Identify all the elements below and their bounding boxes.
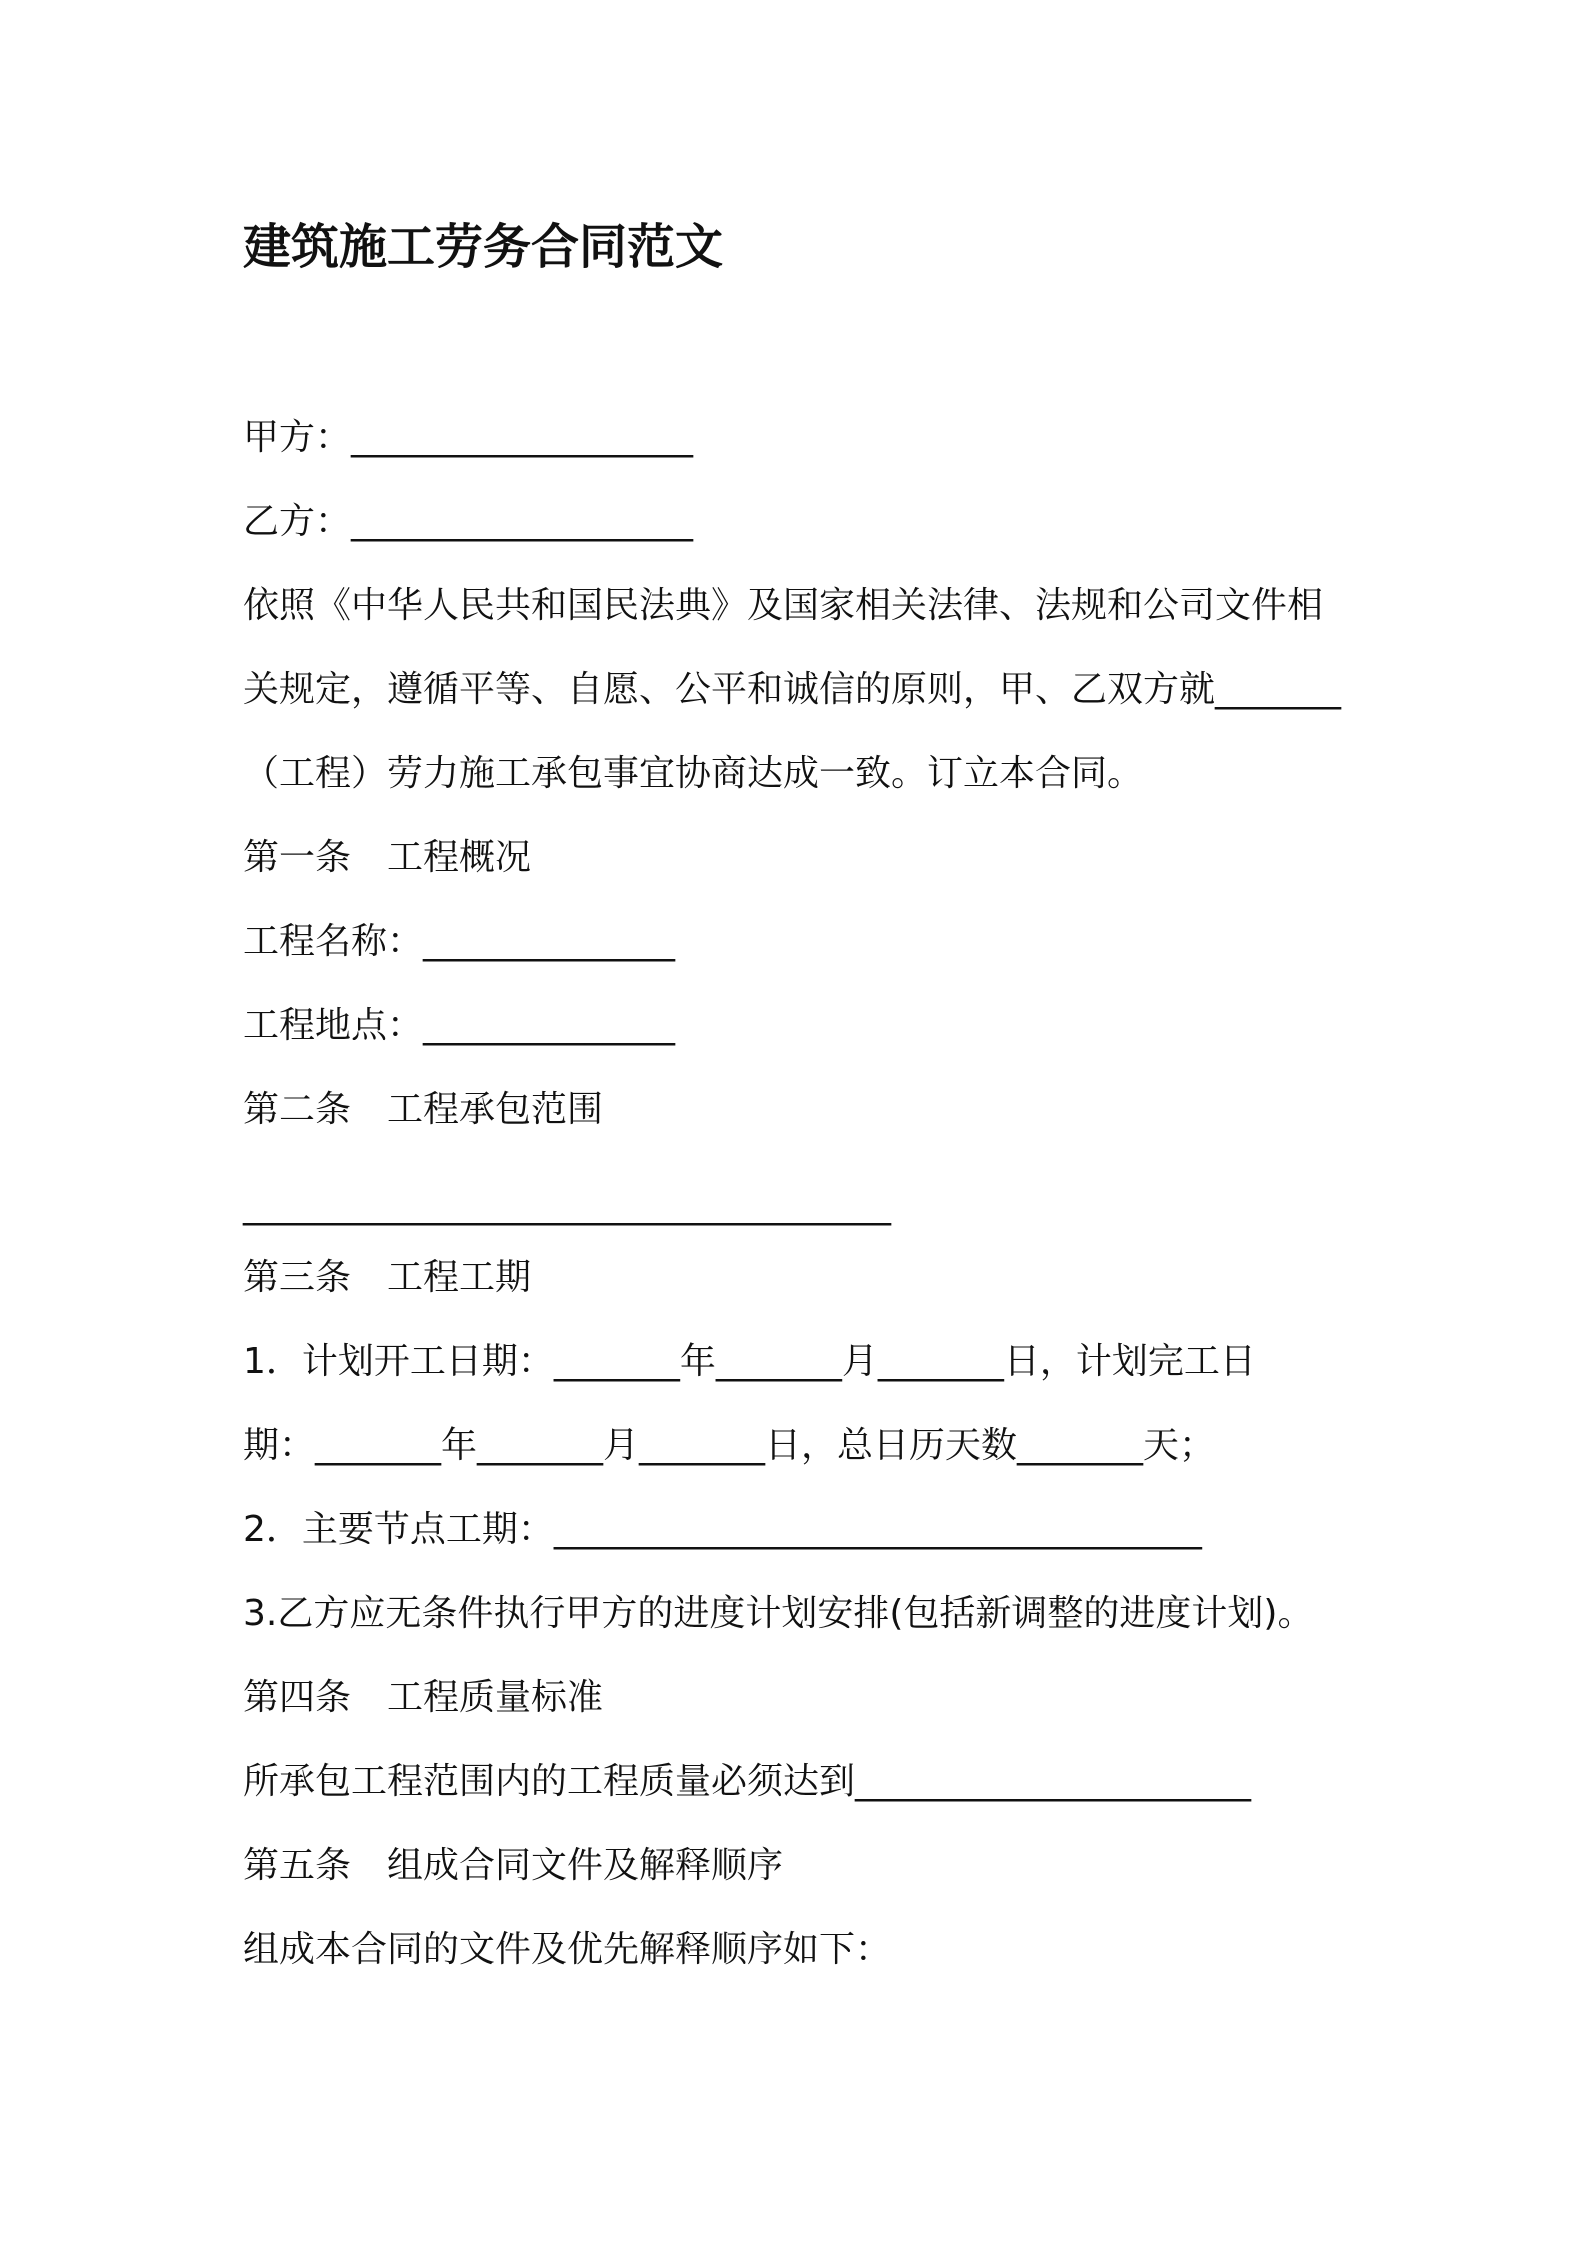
preamble-line-2: 关规定，遵循平等、自愿、公平和诚信的原则，甲、乙双方就_______ xyxy=(243,669,1342,710)
documents-order-line: 组成本合同的文件及优先解释顺序如下： xyxy=(243,1929,892,1970)
schedule-line-1: 1．计划开工日期：_______年_______月_______日，计划完工日 xyxy=(243,1341,1256,1382)
preamble-line-1: 依照《中华人民共和国民法典》及国家相关法律、法规和公司文件相 xyxy=(243,585,1324,626)
preamble-line-3: （工程）劳力施工承包事宜协商达成一致。订立本合同。 xyxy=(243,753,1144,794)
scope-blank-line: ____________________________________ xyxy=(243,1185,891,1226)
milestone-line: 2．主要节点工期：____________________________________ xyxy=(243,1509,1202,1550)
document-title: 建筑施工劳务合同范文 xyxy=(243,219,724,275)
party-b-line: 乙方：___________________ xyxy=(243,501,694,542)
quality-line: 所承包工程范围内的工程质量必须达到______________________ xyxy=(243,1761,1252,1802)
article-2-heading: 第二条 工程承包范围 xyxy=(243,1089,604,1130)
project-location-line: 工程地点：______________ xyxy=(243,1005,676,1046)
party-a-line: 甲方：___________________ xyxy=(243,417,694,458)
progress-plan-line: 3.乙方应无条件执行甲方的进度计划安排(包括新调整的进度计划)。 xyxy=(243,1593,1314,1634)
article-3-heading: 第三条 工程工期 xyxy=(243,1257,532,1298)
article-1-heading: 第一条 工程概况 xyxy=(243,837,532,878)
schedule-line-2: 期：_______年_______月_______日，总日历天数_______天； xyxy=(243,1425,1216,1466)
article-5-heading: 第五条 组成合同文件及解释顺序 xyxy=(243,1845,784,1886)
article-4-heading: 第四条 工程质量标准 xyxy=(243,1677,604,1718)
project-name-line: 工程名称：______________ xyxy=(243,921,676,962)
